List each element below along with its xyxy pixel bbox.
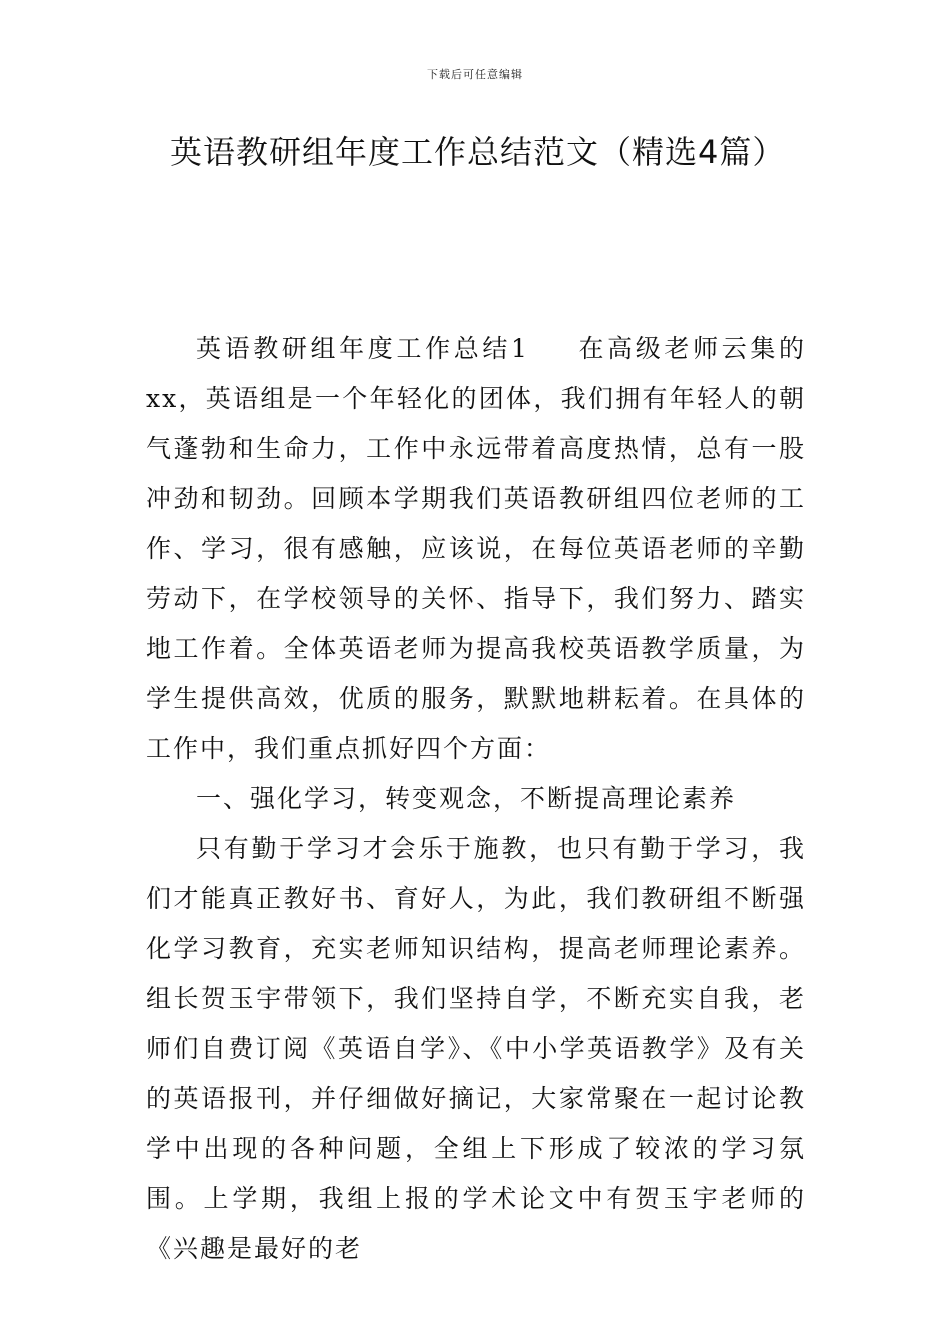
paragraph-intro xyxy=(146,324,806,774)
document-body xyxy=(146,324,806,1274)
document-title: 英语教研组年度工作总结范文（精选4篇） xyxy=(170,133,786,171)
section-heading: 英语教研组年度工作总结1 xyxy=(196,334,529,363)
paragraph-text: 在高级老师云集的xx，英语组是一个年轻化的团体，我们拥有年轻人的朝气蓬勃和生命力，工作中永远带着高度热情，总有一股冲劲和韧劲。回顾本学期我们英语教研组四位老师的工作、学习，很有感触，应该说，在每位英语老师的辛勤劳动下，在学校领导的关怀、指导下，我们努力、踏实地工作着。全体英语老师为提高我校英语教学质量，为学生提供高效，优质的服务，默默地耕耘着。在具体的工作中，我们重点抓好四个方面： xyxy=(146,334,806,763)
header-note: 下载后可任意编辑 xyxy=(427,68,523,81)
subheading: 一、强化学习，转变观念，不断提高理论素养 xyxy=(196,784,737,813)
paragraph-text: 只有勤于学习才会乐于施教，也只有勤于学习，我们才能真正教好书、育好人，为此，我们教研组不断强化学习教育，充实老师知识结构，提高老师理论素养。组长贺玉宇带领下，我们坚持自学，不断充实自我，老师们自费订阅《英语自学》、《中小学英语教学》及有关的英语报刊，并仔细做好摘记，大家常聚在一起讨论教学中出现的各种问题，全组上下形成了较浓的学习氛围。上学期，我组上报的学术论文中有贺玉宇老师的《兴趣是最好的老 xyxy=(146,834,806,1263)
